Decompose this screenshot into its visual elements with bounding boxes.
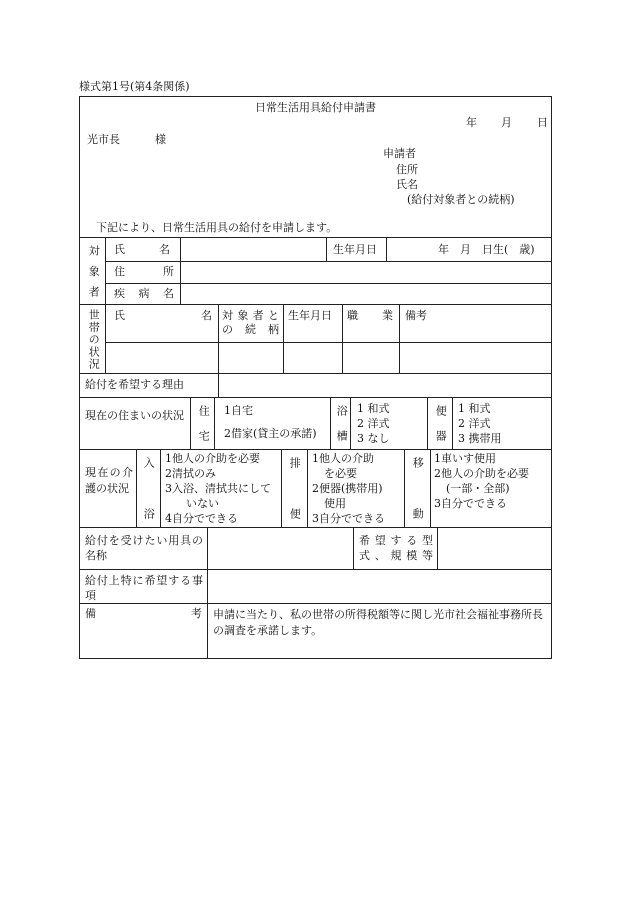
mobility-option-1: 1車いす使用 bbox=[434, 452, 496, 465]
rule-care-bottom bbox=[80, 527, 551, 528]
rule-requests-bottom bbox=[80, 603, 551, 604]
rule-equipment-col-1 bbox=[207, 527, 208, 569]
form-title: 日常生活用具給付申請書 bbox=[255, 101, 376, 114]
rule-subject-col-2 bbox=[180, 237, 181, 304]
rule-subject-col-3 bbox=[326, 237, 327, 261]
rule-household-header bbox=[105, 342, 551, 343]
household-birth-header: 生年月日 bbox=[288, 309, 332, 322]
household-section-label: 世帯の状況 bbox=[87, 309, 101, 369]
residence-label: 住宅 bbox=[197, 405, 211, 441]
application-form bbox=[79, 96, 552, 659]
rule-household-col-2 bbox=[218, 304, 219, 373]
rule-care-col-6 bbox=[430, 449, 431, 527]
bathing-option-4: いない bbox=[186, 497, 219, 510]
rule-care-col-2 bbox=[160, 449, 161, 527]
applicant-name-label: 氏名 bbox=[396, 178, 418, 191]
rule-housing-col-4 bbox=[350, 397, 351, 449]
bath-option-2: 2 洋式 bbox=[357, 417, 390, 430]
subject-address-label: 住所 bbox=[114, 265, 174, 278]
excretion-option-2: を必要 bbox=[324, 467, 357, 480]
addressee: 光市長 bbox=[87, 133, 120, 146]
date-day: 日 bbox=[537, 116, 548, 129]
subject-name-label: 氏名 bbox=[114, 243, 170, 256]
excretion-option-1: 1他人の介助 bbox=[312, 452, 374, 465]
household-relation-header: 対象者との続柄 bbox=[222, 309, 280, 337]
rule-household-col-1 bbox=[105, 304, 106, 373]
applicant-address-label: 住所 bbox=[396, 163, 418, 176]
mobility-option-2: 2他人の介助を必要 bbox=[434, 467, 529, 480]
application-statement: 下記により、日常生活用具の給付を申請します。 bbox=[96, 221, 338, 234]
rule-household-bottom bbox=[80, 373, 551, 374]
rule-requests-col bbox=[207, 569, 208, 603]
rule-reason-bottom bbox=[80, 397, 551, 398]
housing-label: 現在の住まいの状況 bbox=[85, 409, 184, 422]
excretion-option-3: 2便器(携帯用) bbox=[312, 482, 383, 495]
toilet-option-2: 2 洋式 bbox=[458, 417, 491, 430]
date-year: 年 bbox=[466, 116, 477, 129]
rule-household-col-3 bbox=[283, 304, 284, 373]
toilet-option-3: 3 携帯用 bbox=[458, 432, 502, 445]
care-label: 現在の介護の状況 bbox=[85, 466, 133, 495]
subject-birth-label: 生年月日 bbox=[333, 243, 377, 256]
bathing-option-2: 2清拭のみ bbox=[165, 467, 216, 480]
bath-label: 浴槽 bbox=[335, 405, 349, 441]
reason-label: 給付を希望する理由 bbox=[85, 378, 184, 391]
addressee-honorific: 様 bbox=[155, 133, 166, 146]
rule-equipment-bottom bbox=[80, 569, 551, 570]
rule-subject-bottom bbox=[80, 304, 551, 305]
household-job-header: 職業 bbox=[347, 309, 393, 322]
mobility-option-3: (一部・全部) bbox=[446, 482, 510, 495]
rule-equipment-col-3 bbox=[437, 527, 438, 569]
subject-section-label: 対象者 bbox=[87, 245, 101, 297]
bath-option-1: 1 和式 bbox=[357, 402, 390, 415]
rule-care-col-1 bbox=[136, 449, 137, 527]
rule-reason-col bbox=[218, 373, 219, 397]
rule-care-col-3 bbox=[281, 449, 282, 527]
equipment-name-label: 給付を受けたい用具の名称 bbox=[85, 534, 203, 562]
rule-subject-2 bbox=[105, 283, 551, 284]
special-requests-label: 給付上特に希望する事項 bbox=[85, 574, 203, 602]
rule-remarks-col bbox=[207, 603, 208, 658]
form-number: 様式第1号(第4条関係) bbox=[79, 80, 190, 93]
date-month: 月 bbox=[501, 116, 512, 129]
rule-housing-col-5 bbox=[427, 397, 428, 449]
rule-care-col-4 bbox=[307, 449, 308, 527]
excretion-option-4: 使用 bbox=[324, 497, 346, 510]
bathing-option-1: 1他人の介助を必要 bbox=[165, 452, 260, 465]
rule-housing-col-6 bbox=[452, 397, 453, 449]
applicant-label: 申請者 bbox=[383, 147, 416, 160]
rule-care-col-5 bbox=[404, 449, 405, 527]
rule-subject-1 bbox=[105, 261, 551, 262]
rule-housing-col-3 bbox=[330, 397, 331, 449]
mobility-option-4: 3自分でできる bbox=[434, 497, 507, 510]
rule-housing-bottom bbox=[80, 449, 551, 450]
rule-equipment-col-2 bbox=[353, 527, 354, 569]
bath-option-3: 3 なし bbox=[357, 432, 390, 445]
bathing-option-3: 3入浴、清拭共にして bbox=[165, 482, 271, 495]
equipment-model-label: 希望する型式、規模等 bbox=[359, 534, 433, 562]
excretion-label: 排便 bbox=[288, 457, 302, 519]
household-name-header: 氏名 bbox=[114, 309, 212, 322]
remarks-label: 備考 bbox=[85, 607, 202, 620]
remarks-text: 申請に当たり、私の世帯の所得税額等に関し光市社会福祉事務所長の調査を承諾します。 bbox=[213, 608, 543, 637]
rule-subject-col-1 bbox=[105, 237, 106, 304]
residence-option-2: 2借家(貸主の承諾) bbox=[224, 427, 317, 440]
excretion-option-5: 3自分でできる bbox=[312, 512, 385, 525]
rule-housing-col-1 bbox=[190, 397, 191, 449]
subject-birth-format: 年 月 日生( 歳) bbox=[438, 243, 535, 256]
bathing-option-5: 4自分でできる bbox=[165, 512, 238, 525]
rule-header-bottom bbox=[80, 237, 551, 238]
subject-disease-label: 疾病名 bbox=[114, 287, 174, 300]
rule-household-col-4 bbox=[342, 304, 343, 373]
rule-housing-col-2 bbox=[214, 397, 215, 449]
mobility-label: 移動 bbox=[411, 457, 425, 519]
rule-household-col-5 bbox=[399, 304, 400, 373]
toilet-option-1: 1 和式 bbox=[458, 402, 491, 415]
relation-note: (給付対象者との続柄) bbox=[407, 193, 515, 206]
rule-subject-col-4 bbox=[386, 237, 387, 261]
household-remarks-header: 備考 bbox=[405, 309, 427, 322]
toilet-label: 便器 bbox=[434, 405, 448, 441]
bathing-label: 入浴 bbox=[142, 457, 156, 519]
residence-option-1: 1自宅 bbox=[224, 404, 253, 417]
